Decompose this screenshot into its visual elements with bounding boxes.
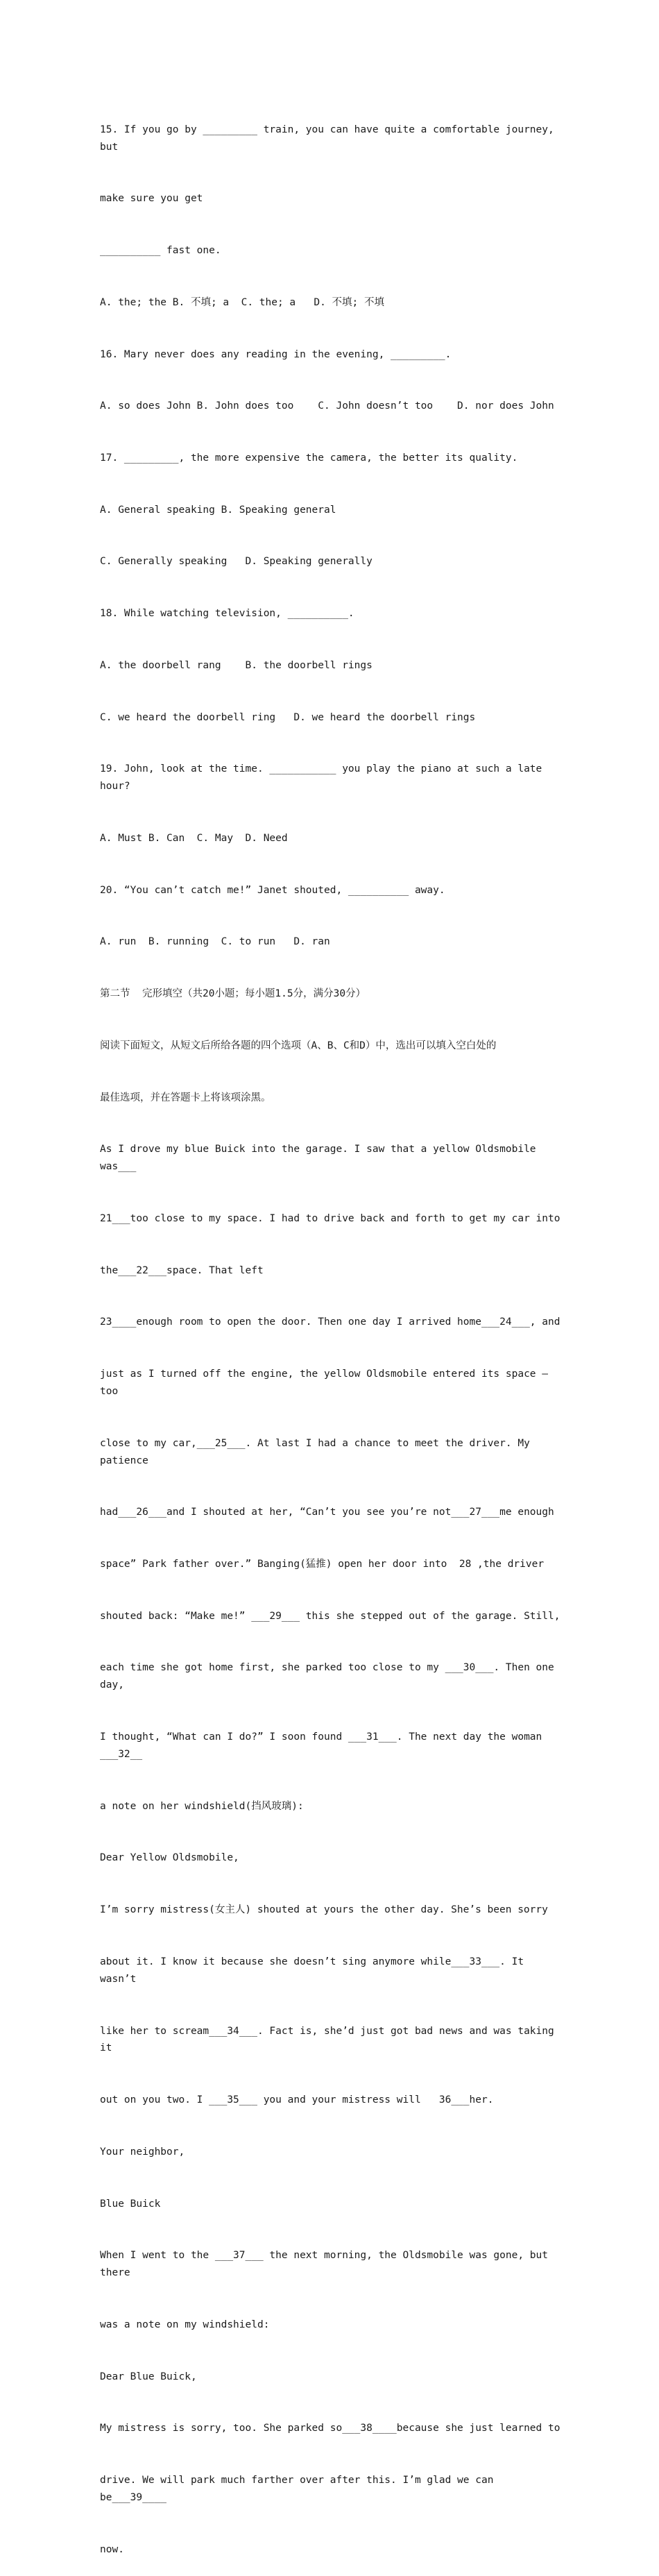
passage-line: now. bbox=[100, 2543, 124, 2555]
passage-line: shouted back: “Make me!” ___29___ this she stepped out of the garage. Still, bbox=[100, 1610, 560, 1622]
document-page bbox=[100, 87, 565, 2576]
passage-line: close to my car,___25___. At last I had a chance to meet the driver. My patience bbox=[100, 1437, 536, 1466]
instruction-line: 阅读下面短文，从短文后所给各题的四个选项（A、B、C和D）中，选出可以填入空白处的 bbox=[100, 1040, 497, 1051]
passage-line: like her to scream___34___. Fact is, she’d just got bad news and was taking it bbox=[100, 2025, 560, 2054]
text-line: __________ fast one. bbox=[100, 245, 221, 257]
section-heading: 第二节 完形填空（共20小题；每小题1.5分，满分30分） bbox=[100, 988, 366, 1000]
text-line: A. the doorbell rang B. the doorbell rings bbox=[100, 659, 373, 671]
passage-line: each time she got home first, she parked too close to my ___30___. Then one day, bbox=[100, 1662, 560, 1691]
text-line: A. run B. running C. to run D. ran bbox=[100, 936, 330, 948]
passage-line: 21___too close to my space. I had to drive back and forth to get my car into bbox=[100, 1212, 560, 1224]
instruction-line: 最佳选项，并在答题卡上将该项涂黑。 bbox=[100, 1092, 271, 1103]
passage-line: drive. We will park much farther over after this. I’m glad we can be___39____ bbox=[100, 2475, 500, 2503]
text-line: A. Must B. Can C. May D. Need bbox=[100, 832, 288, 844]
text-line: 15. If you go by _________ train, you can have quite a comfortable journey, but bbox=[100, 124, 560, 153]
passage-line: just as I turned off the engine, the yellow Oldsmobile entered its space — too bbox=[100, 1368, 554, 1397]
text-line: C. we heard the doorbell ring D. we heard the doorbell rings bbox=[100, 711, 476, 723]
text-line: 17. _________, the more expensive the camera, the better its quality. bbox=[100, 452, 518, 464]
text-line: 19. John, look at the time. ___________ you play the piano at such a late hour? bbox=[100, 763, 549, 793]
text-line: 16. Mary never does any reading in the evening, _________. bbox=[100, 348, 452, 360]
passage-line: As I drove my blue Buick into the garage. I saw that a yellow Oldsmobile was___ bbox=[100, 1144, 542, 1173]
text-line: A. the; the B. 不填; a C. the; a D. 不填; 不填 bbox=[100, 296, 384, 308]
passage-line: Dear Blue Buick, bbox=[100, 2371, 197, 2382]
passage-line: Dear Yellow Oldsmobile, bbox=[100, 1852, 239, 1864]
text-line: A. General speaking B. Speaking general bbox=[100, 504, 336, 516]
passage-line: the___22___space. That left bbox=[100, 1264, 264, 1276]
passage-line: I’m sorry mistress(女主人) shouted at yours the other day. She’s been sorry bbox=[100, 1904, 548, 1916]
text-line: make sure you get bbox=[100, 193, 203, 205]
text-line: A. so does John B. John does too C. John doesn’t too D. nor does John bbox=[100, 400, 554, 412]
passage-line: My mistress is sorry, too. She parked so___38____because she just learned to bbox=[100, 2423, 560, 2434]
passage-line: was a note on my windshield: bbox=[100, 2319, 270, 2330]
passage-line: space” Park father over.” Banging(猛推) open her door into 28 ,the driver bbox=[100, 1559, 545, 1570]
passage-line: a note on her windshield(挡风玻璃): bbox=[100, 1800, 304, 1812]
text-line: 18. While watching television, __________. bbox=[100, 608, 354, 620]
passage-line: about it. I know it because she doesn’t sing anymore while___33___. It wasn’t bbox=[100, 1956, 530, 1985]
passage-line: out on you two. I ___35___ you and your mistress will 36___her. bbox=[100, 2094, 494, 2106]
passage-line: Blue Buick bbox=[100, 2198, 161, 2210]
passage-line: When I went to the ___37___ the next morning, the Oldsmobile was gone, but there bbox=[100, 2250, 554, 2279]
passage-line: I thought, “What can I do?” I soon found ___31___. The next day the woman ___32__ bbox=[100, 1731, 549, 1760]
text-line: 20. “You can’t catch me!” Janet shouted, __________ away. bbox=[100, 884, 445, 896]
passage-line: Your neighbor, bbox=[100, 2146, 185, 2158]
passage-line: had___26___and I shouted at her, “Can’t you see you’re not___27___me enough bbox=[100, 1507, 554, 1518]
passage-line: 23____enough room to open the door. Then one day I arrived home___24___, and bbox=[100, 1316, 560, 1328]
text-line: C. Generally speaking D. Speaking generally bbox=[100, 556, 373, 568]
